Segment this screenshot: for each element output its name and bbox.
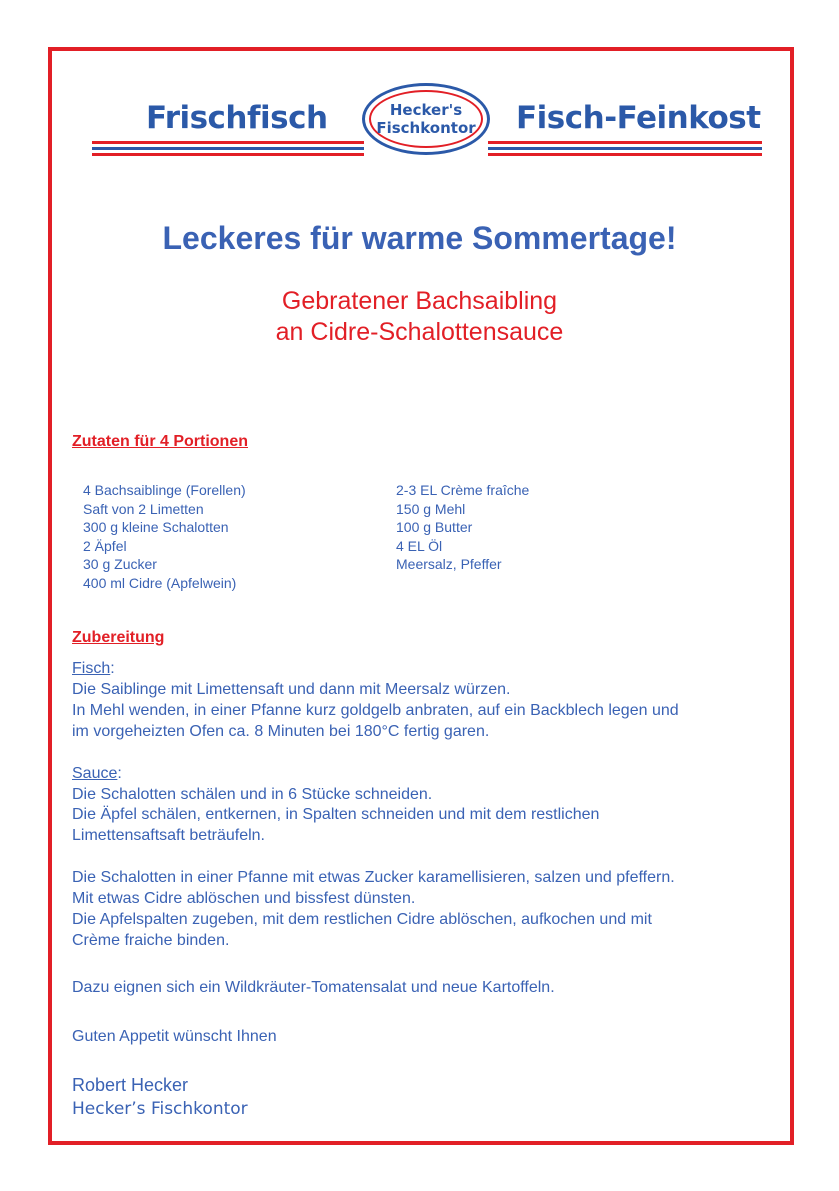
sauce-step-line: Mit etwas Cidre ablöschen und bissfest dünsten. — [72, 890, 416, 907]
recipe-title-line1: Gebratener Bachsaibling — [281, 287, 558, 315]
fish-label: Fisch — [72, 660, 111, 677]
sauce-step-line: Crème fraiche binden. — [72, 932, 230, 949]
ingredient-item: 400 ml Cidre (Apfelwein) — [83, 574, 237, 591]
header-right-word: Fisch-Feinkost — [516, 100, 761, 136]
header-left-word: Frischfisch — [146, 100, 328, 136]
sauce-step-line: Die Schalotten schälen und in 6 Stücke schneiden. — [72, 786, 433, 803]
ingredient-item: 100 g Butter — [396, 519, 473, 536]
ingredient-item: 4 EL Öl — [396, 537, 443, 554]
fish-step-line: In Mehl wenden, in einer Pfanne kurz goldgelb anbraten, auf ein Backblech legen und — [72, 702, 679, 719]
ingredient-item: 4 Bachsaiblinge (Forellen) — [83, 482, 246, 498]
fish-step-line: im vorgeheizten Ofen ca. 8 Minuten bei 180°C fertig garen. — [72, 723, 490, 740]
serving-suggestion: Dazu eignen sich ein Wildkräuter-Tomatensalat und neue Kartoffeln. — [72, 979, 555, 996]
fish-section-label: Fisch: — [72, 660, 115, 677]
sauce-section-label: Sauce: — [72, 765, 122, 782]
ingredients-right-column — [396, 481, 529, 574]
sauce-label: Sauce — [72, 765, 118, 782]
sauce-step-line: Limettensaftsaft beträufeln. — [72, 827, 265, 844]
header-stripe-blue-left — [92, 147, 364, 150]
signature-name: Robert Hecker — [72, 1075, 189, 1095]
header-stripe-red-left — [92, 141, 364, 144]
preparation-heading: Zubereitung — [72, 629, 165, 646]
logo-line1: Hecker's — [389, 101, 463, 119]
ingredient-item: 2 Äpfel — [83, 537, 127, 554]
sauce-step-line: Die Apfelspalten zugeben, mit dem restlichen Cidre ablöschen, aufkochen und mit — [72, 911, 652, 928]
logo-line2: Fischkontor — [376, 119, 476, 137]
ingredient-item: 300 g kleine Schalotten — [83, 519, 229, 536]
fish-step-line: Die Saiblinge mit Limettensaft und dann mit Meersalz würzen. — [72, 681, 511, 698]
greeting: Guten Appetit wünscht Ihnen — [72, 1028, 277, 1045]
ingredient-item: 2-3 EL Crème fraîche — [396, 482, 530, 498]
company-logo — [362, 83, 490, 155]
sauce-step-line: Die Schalotten in einer Pfanne mit etwas Zucker karamellisieren, salzen und pfeffern. — [72, 869, 675, 886]
ingredients-left-column — [83, 481, 246, 593]
signature-company: Hecker’s Fischkontor — [72, 1099, 248, 1119]
ingredients-heading: Zutaten für 4 Portionen — [72, 433, 248, 450]
header-stripe-red-right — [488, 141, 762, 144]
ingredient-item: Meersalz, Pfeffer — [396, 556, 502, 573]
sauce-step-line: Die Äpfel schälen, entkernen, in Spalten schneiden und mit dem restlichen — [72, 806, 600, 823]
ingredient-item: 150 g Mehl — [396, 500, 466, 517]
page-title: Leckeres für warme Sommertage! — [162, 220, 677, 256]
ingredient-item: 30 g Zucker — [83, 556, 157, 573]
header-stripe-red-left2 — [92, 153, 364, 156]
recipe-title-line2: an Cidre-Schalottensauce — [275, 318, 564, 346]
header-stripe-blue-right — [488, 147, 762, 150]
header-stripe-red-right2 — [488, 153, 762, 156]
ingredient-item: Saft von 2 Limetten — [83, 500, 204, 517]
